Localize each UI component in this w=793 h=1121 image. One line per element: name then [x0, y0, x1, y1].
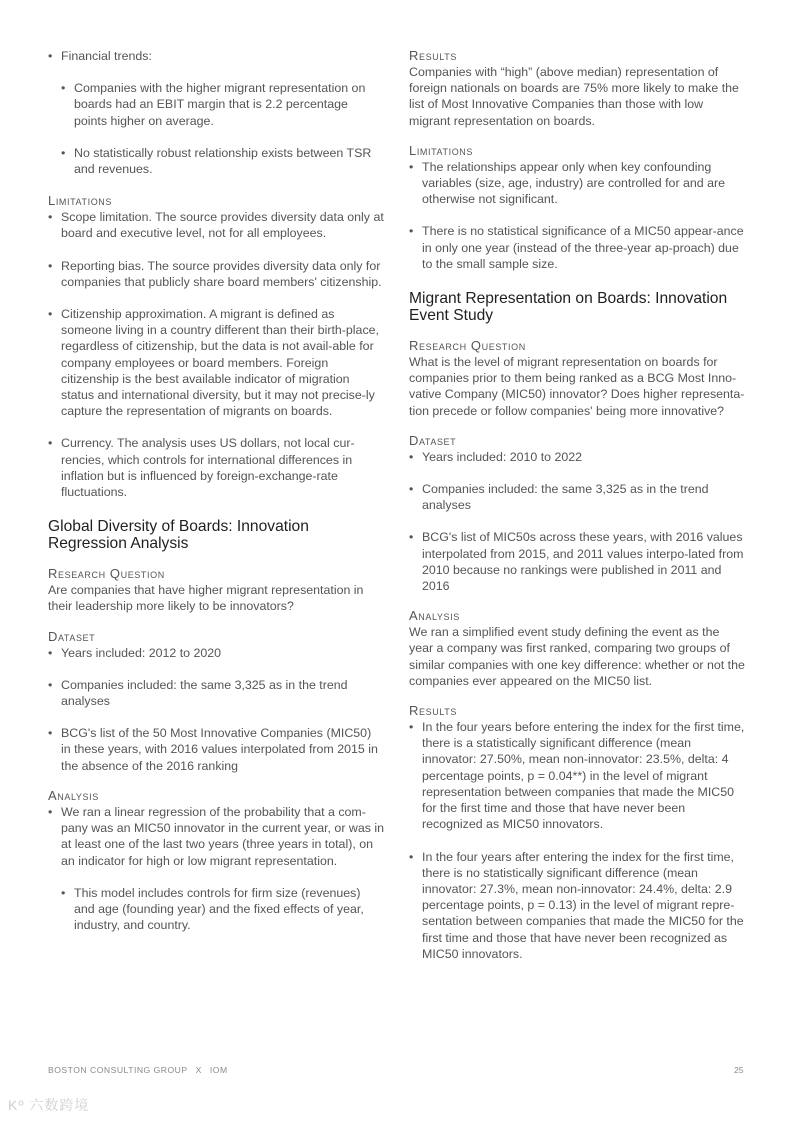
footer-separator: X: [195, 1065, 202, 1075]
results-label: Results: [409, 48, 457, 63]
dataset-companies: • Companies included: the same 3,325 as in the trend analyses: [48, 677, 384, 709]
dataset-label-right: Dataset: [409, 432, 457, 448]
results-label-2: Results: [409, 703, 457, 719]
analysis-label-right: Analysis: [409, 608, 460, 624]
analysis-label: Analysis: [48, 787, 99, 803]
dataset-years-right: • Years included: 2010 to 2022: [409, 449, 745, 465]
dataset-label: Dataset: [48, 628, 96, 644]
research-question-text: Are companies that have higher migrant representation in their leadership more likely to be innovators?: [48, 583, 364, 614]
result-after: • In the four years after entering the index for the first time, there is no statistically significant difference (mean innovator: 27.3%, mean non-innovator: 24.4%, delta: 2.9 percentage points, p = 0.13) in the level of migrant repre-sentation between companies that made the MIC50 for the first time and those that have never been recognized as MIC50 innovators.: [409, 849, 745, 962]
section-title-event-study: Migrant Representation on Boards: Innovation Event Study: [409, 290, 728, 325]
results-text: Companies with “high” (above median) representation of foreign nationals on boards are 75% more likely to make the list of Most Innovative Companies than those with low migrant representation on boards.: [409, 65, 739, 128]
left-column: [48, 48, 384, 949]
page-number: 25: [734, 1065, 744, 1075]
limitations-label-right: Limitations: [409, 142, 473, 158]
right-column: [409, 48, 745, 962]
watermark-logo: Kº 六数跨境: [8, 1097, 90, 1113]
research-question-text-right: What is the level of migrant representation on boards for companies prior to them being ranked as a BCG Most Inno-vative Company (MIC50) innovator? Does higher representa-tion precede or follow companies' being more innovative?: [409, 355, 745, 418]
footer-org-iom: IOM: [209, 1065, 228, 1075]
financial-ebit-item: • Companies with the higher migrant representation on boards had an EBIT margin that is 2.2 percentage points higher on average.: [61, 80, 384, 129]
analysis-regression: • We ran a linear regression of the probability that a com-pany was an MIC50 innovator in the current year, or was in at least one of the last two years (three years in total), on an indicator for high or low migrant representation.: [48, 804, 384, 869]
section-title-regression: Global Diversity of Boards: Innovation Regression Analysis: [48, 518, 309, 553]
limitation-currency: • Currency. The analysis uses US dollars, not local cur-rencies, which controls for international differences in inflation but is influenced by foreign-exchange-rate fluctuations.: [48, 435, 384, 500]
result-before: • In the four years before entering the index for the first time, there is a statistically significant difference (mean innovator: 27.50%, mean non-innovator: 23.5%, delta: 4 percentage points, p = 0.04**) in the level of migrant representation between companies that made the MIC50 for the first time and those that have never been recognized as MIC50 innovators.: [409, 719, 745, 832]
limitation-significance: • There is no statistical significance of a MIC50 appear-ance in only one year (instead of the three-year ap-proach) due to the small sample size.: [409, 223, 745, 272]
dataset-mic50-right: • BCG's list of MIC50s across these years, with 2016 values interpolated from 2015, and 2011 values interpo-lated from 2010 because no rankings were published in 2011 and 2016: [409, 529, 745, 594]
analysis-text-right: We ran a simplified event study defining the event as the year a company was first ranked, comparing two groups of similar companies with one key difference: whether or not the companies ever appeared on the MIC50 list.: [409, 625, 745, 688]
research-question-label-right: Research Question: [409, 338, 526, 354]
analysis-controls: • This model includes controls for firm size (revenues) and age (founding year) and the fixed effects of year, industry, and country.: [61, 885, 384, 934]
limitation-citizenship: • Citizenship approximation. A migrant is defined as someone living in a country different than their birth-place, regardless of citizenship, but the data is not avail-able for company employees or board members. Foreign citizenship is the best available indicator of migration status and international diversity, but it may not precise-ly capture the representation of migrants on boards.: [48, 306, 384, 419]
financial-tsr-item: • No statistically robust relationship exists between TSR and revenues.: [61, 145, 384, 177]
limitations-label: Limitations: [48, 193, 112, 209]
research-question-label: Research Question: [48, 566, 165, 582]
page-footer: [48, 1065, 228, 1075]
dataset-years: • Years included: 2012 to 2020: [48, 645, 384, 661]
limitation-scope: • Scope limitation. The source provides diversity data only at board and executive level, not for all employees.: [48, 209, 384, 241]
limitation-reporting-bias: • Reporting bias. The source provides diversity data only for companies that publicly share board members' citizenship.: [48, 258, 384, 290]
limitation-confounding: • The relationships appear only when key confounding variables (size, age, industry) are controlled for and are otherwise not significant.: [409, 159, 745, 208]
financial-trends-item: • Financial trends:: [48, 48, 384, 64]
dataset-mic50: • BCG's list of the 50 Most Innovative Companies (MIC50) in these years, with 2016 values interpolated from 2015 in the absence of the 2016 ranking: [48, 725, 384, 774]
dataset-companies-right: • Companies included: the same 3,325 as in the trend analyses: [409, 481, 745, 513]
footer-org-bcg: BOSTON CONSULTING GROUP: [48, 1065, 188, 1075]
